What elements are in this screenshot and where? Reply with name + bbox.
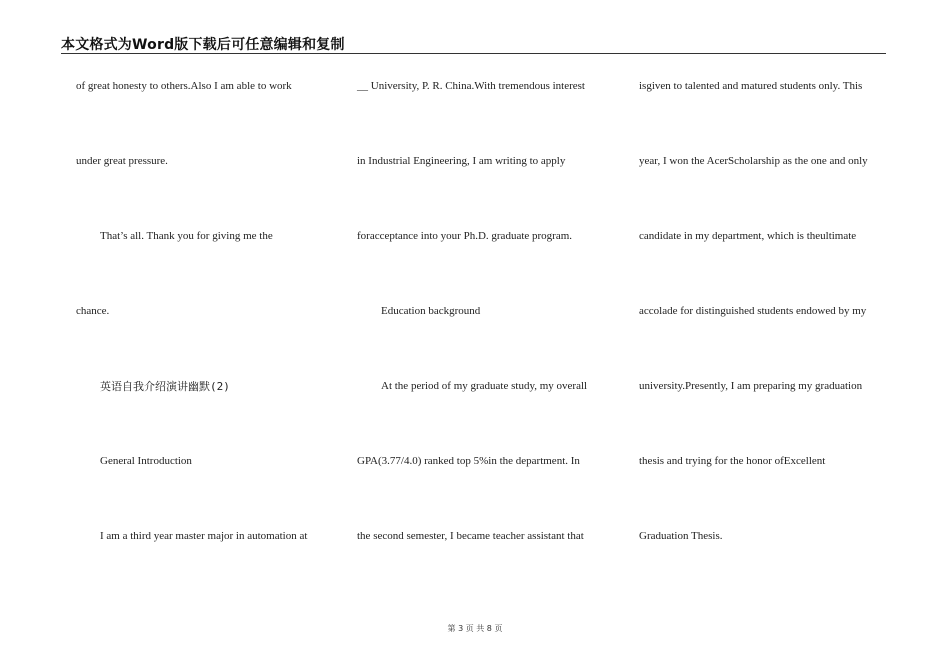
text-line: At the period of my graduate study, my overall xyxy=(381,380,588,392)
text-line: Graduation Thesis. xyxy=(639,530,723,542)
text-line: GPA(3.77/4.0) ranked top 5%in the department. In xyxy=(357,455,580,467)
page-header-title: 本文格式为Word版下载后可任意编辑和复制 xyxy=(61,37,345,53)
text-line: thesis and trying for the honor ofExcellent xyxy=(639,455,826,467)
text-line: the second semester, I became teacher assistant that xyxy=(357,530,584,542)
text-line: candidate in my department, which is theultimate xyxy=(639,230,857,242)
text-line: of great honesty to others.Also I am able to work xyxy=(76,80,292,92)
section-heading: Education background xyxy=(381,305,481,317)
text-line: I am a third year master major in automation at xyxy=(100,530,308,542)
text-line: isgiven to talented and matured students only. This xyxy=(639,80,863,92)
text-line: under great pressure. xyxy=(76,155,168,167)
text-line: university.Presently, I am preparing my graduation xyxy=(639,380,863,392)
text-line: foracceptance into your Ph.D. graduate program. xyxy=(357,230,573,242)
text-line: That’s all. Thank you for giving me the xyxy=(100,230,273,242)
text-line: chance. xyxy=(76,305,110,317)
section-heading: 英语自我介绍演讲幽默(2) xyxy=(100,380,230,393)
section-heading: General Introduction xyxy=(100,455,192,467)
page-number-footer: 第 3 页 共 8 页 xyxy=(447,624,503,633)
text-line: accolade for distinguished students endowed by my xyxy=(639,305,867,317)
text-line: __ University, P. R. China.With tremendous interest xyxy=(357,80,585,92)
text-line: in Industrial Engineering, I am writing to apply xyxy=(357,155,566,167)
text-line: year, I won the AcerScholarship as the one and only xyxy=(639,155,868,167)
header-divider xyxy=(61,53,886,54)
